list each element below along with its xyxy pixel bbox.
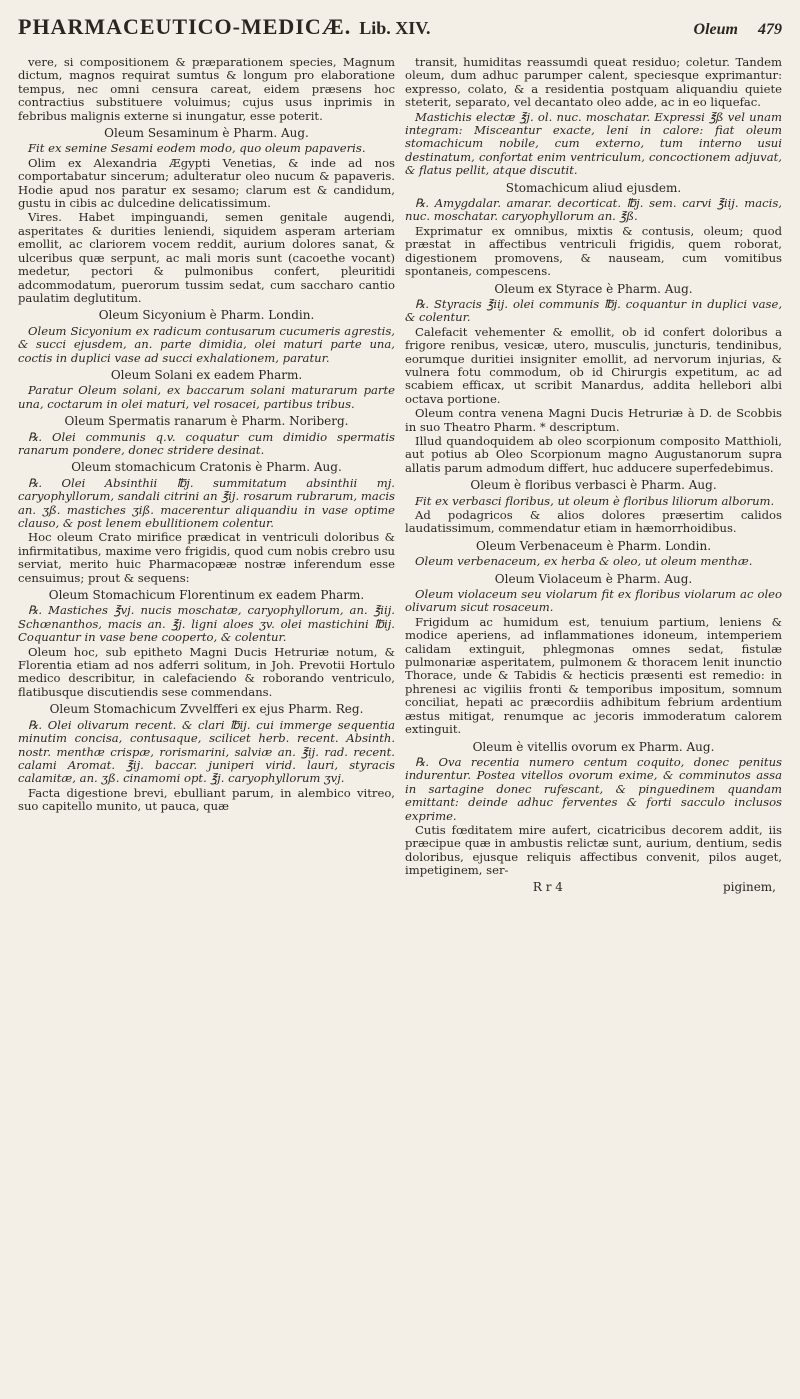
recipe-paragraph: Mastichis electæ ℥j. ol. nuc. moschatar. Expressi ℥ß vel unam integram: Misceantur exacte, leni in calore: fiat oleum stomachicum nobile, cum externo, tum interno usui destinatum, confortat enim ventriculum, concoctionem adjuvat, & flatus pellit, atque discutit.: [405, 109, 782, 178]
running-head: [18, 14, 782, 54]
section-heading: Oleum Spermatis ranarum è Pharm. Noriberg.: [64, 414, 349, 429]
text-paragraph: Oleum hoc, sub epitheto Magni Ducis Hetruriæ notum, & Florentia etiam ad nos adferri solitum, in Joh. Prevotii Hortulo medico describitur, in calefaciendo & roborando ventriculo, flatibusque discutiendis sese commendans.: [18, 644, 395, 699]
section-heading: Oleum stomachicum Cratonis è Pharm. Aug.: [71, 460, 342, 475]
running-head-right: [694, 21, 782, 39]
section-heading: Oleum Sesaminum è Pharm. Aug.: [104, 126, 309, 141]
left-column: [18, 56, 395, 879]
recipe-paragraph: Oleum verbenaceum, ex herba & oleo, ut oleum menthæ.: [415, 554, 753, 569]
recipe-paragraph: ℞. Olei olivarum recent. & clari ℔ij. cui immerge sequentia minutim concisa, contusaque, scilicet herb. recent. Absinth. nostr. menthæ crispæ, rorismarini, salviæ an. ℥ij. rad. recent. calami Aromat. ℥ij. baccar. juniperi virid. lauri, styracis calamitæ, an. ʒß. cinamomi opt. ℥j. caryophyllorum ʒvj.: [18, 717, 395, 786]
section-heading: Oleum è floribus verbasci è Pharm. Aug.: [470, 478, 717, 493]
section-heading: Stomachicum aliud ejusdem.: [505, 180, 682, 195]
section-heading: Oleum Stomachicum Florentinum ex eadem Pharm.: [48, 588, 365, 603]
running-head-left: [18, 14, 430, 40]
text-paragraph: Calefacit vehementer & emollit, ob id confert doloribus a frigore renibus, vesicæ, utero, musculis, juncturis, tendinibus, eorumque duritiei insigniter emollit, ad nervorum injurias, & vulnera fotu commodum, ob id Chirurgis expetitum, ac ad scabiem efficax, ut scribit Manardus, addita hellebori albi octava portione.: [405, 324, 782, 406]
text-paragraph: Olim ex Alexandria Ægypti Venetias, & inde ad nos comportabatur sincerum; adulteratur oleo nucum & papaveris. Hodie apud nos paratur ex sesamo; clarum est & candidum, gustu in cibis ac dulcedine delicatissimum.: [18, 155, 395, 211]
recipe-paragraph: Oleum violaceum seu violarum fit ex floribus violarum ac oleo olivarum sicut rosaceum.: [405, 587, 782, 615]
recipe-paragraph: Oleum Sicyonium ex radicum contusarum cucumeris agrestis, & succi ejusdem, an. parte dimidia, olei maturi parte una, coctis in duplici vase ad succi exhalationem, paratur.: [18, 323, 395, 365]
recipe-paragraph: ℞. Amygdalar. amarar. decorticat. ℔j. sem. carvi ℥iij. macis, nuc. moschatar. caryophyllorum an. ℥ß.: [405, 196, 782, 224]
section-heading: Oleum ex Styrace è Pharm. Aug.: [494, 281, 693, 296]
signature-mark: R r 4: [532, 879, 563, 894]
text-paragraph: Vires. Habet impinguandi, semen genitale augendi, asperitates & durities leniendi, siquidem asperam arteriam emollit, ac clariorem vocem reddit, aurium dolores sanat, & ulceribus quæ serpunt, ac mali moris sunt (cacoethe vocant) medetur, pectori & pulmonibus confert, pleuritidi adcommodatum, puerorum tussim sedat, cum saccharo cantio paulatim deglutitum.: [18, 210, 395, 305]
text-paragraph: vere, si compositionem & præparationem species, Magnum dictum, magnos requirat sumtus & longum pro elaboratione tempus, nec omni censura careat, eidem præsens hoc contractius substituere voluimus; cujus usus inprimis in febribus malignis externe si inungatur, esse poterit.: [18, 55, 395, 123]
text-paragraph: Hoc oleum Crato mirifice prædicat in ventriculi doloribus & infirmitatibus, maxime vero frigidis, quod cum nobis crebro usu serviat, merito huic Pharmacopææ nostræ inferendum esse censuimus; prout & sequens:: [18, 530, 395, 585]
text-paragraph: Cutis fœditatem mire aufert, cicatricibus decorem addit, iis præcipue quæ in ambustis relictæ sunt, aurium, dentium, sedis doloribus, ejusque reliquis affectibus convenit, pilos auget, impetiginem, ser-: [405, 822, 782, 878]
recipe-paragraph: Paratur Oleum solani, ex baccarum solani maturarum parte una, coctarum in olei maturi, vel rosacei, partibus tribus.: [18, 383, 395, 411]
running-head-book: Lib. XIV.: [359, 18, 431, 38]
recipe-paragraph: ℞. Ova recentia numero centum coquito, donec penitus indurentur. Postea vitellos ovorum exime, & comminutos assa in sartagine donec rufescant, & pinguedinem quandam emittant: deinde adhuc ferventes & forti sacculo inclusos exprime.: [405, 754, 782, 823]
running-head-title: PHARMACEUTICO-MEDICÆ.: [18, 14, 352, 39]
recipe-paragraph: ℞. Styracis ℥iij. olei communis ℔j. coquantur in duplici vase, & colentur.: [405, 296, 782, 325]
recipe-paragraph: Fit ex semine Sesami eodem modo, quo oleum papaveris.: [28, 141, 366, 156]
text-paragraph: Facta digestione brevi, ebulliant parum, in alembico vitreo, suo capitello munito, ut pauca, quæ: [18, 785, 395, 814]
text-paragraph: Oleum contra venena Magni Ducis Hetruriæ à D. de Scobbis in suo Theatro Pharm. * descriptum.: [405, 406, 782, 434]
recipe-paragraph: ℞. Olei communis q.v. coquatur cum dimidio spermatis ranarum pondere, donec stridere desinat.: [18, 429, 395, 457]
recipe-paragraph: Fit ex verbasci floribus, ut oleum è floribus liliorum alborum.: [415, 493, 775, 508]
page-number: 479: [758, 21, 782, 38]
text-columns: [18, 56, 782, 879]
text-paragraph: Frigidum ac humidum est, tenuium partium, leniens & modice aperiens, ad inflammationes idoneum, intemperiem calidam extinguit, phlegmonas omnes sedat, fistulæ pulmonariæ asperitatem, pulmonem & thoracem lenit inunctio Thorace, unde & Tabidis & hecticis præsenti est remedio: in phrenesi ac vigiliis fronti & temporibus impositum, somnum conciliat, hepati ac præcordiis adhibitum febrium ardentium æstus mitigat, renumque ac jecoris immoderatum calorem extinguit.: [405, 614, 782, 737]
text-paragraph: transit, humiditas reassumdi queat residuo; coletur. Tandem oleum, dum adhuc parumper calent, speciesque exprimantur: expresso, colato, & a residentia postquam aliquandiu quiete steterit, separato, vel decantato oleo adde, ac in eo liquefac.: [405, 55, 782, 110]
text-paragraph: Illud quandoquidem ab oleo scorpionum composito Matthioli, aut potius ab Oleo Scorpionum magno Augustanorum supra allatis parum admodum differt, huc adducere superfedebimus.: [405, 433, 782, 475]
section-heading: Oleum è vitellis ovorum ex Pharm. Aug.: [472, 739, 715, 754]
recipe-paragraph: ℞. Mastiches ℥vj. nucis moschatæ, caryophyllorum, an. ℥iij. Schœnanthos, macis an. ℥j. ligni aloes ʒv. olei mastichini ℔ij. Coquantur in vase bene cooperto, & colentur.: [18, 603, 395, 645]
page-footer: [18, 880, 782, 894]
running-head-section: Oleum: [693, 21, 738, 38]
section-heading: Oleum Solani ex eadem Pharm.: [110, 367, 303, 382]
text-paragraph: Exprimatur ex omnibus, mixtis & contusis, oleum; quod præstat in affectibus ventriculi frigidis, quem roborat, digestionem promovens, & nauseam, cum vomitibus spontaneis, compescens.: [405, 223, 782, 279]
section-heading: Oleum Stomachicum Zvvelfferi ex ejus Pharm. Reg.: [49, 702, 364, 717]
section-heading: Oleum Violaceum è Pharm. Aug.: [494, 571, 693, 586]
section-heading: Oleum Verbenaceum è Pharm. Londin.: [475, 538, 712, 553]
recipe-paragraph: ℞. Olei Absinthii ℔j. summitatum absinthii mj. caryophyllorum, sandali citrini an ℥ij. rosarum rubrarum, macis an. ʒß. mastiches ʒiß. macerentur aliquandiu in vase optime clauso, & post lenem ebullitionem colentur.: [18, 475, 395, 530]
section-heading: Oleum Sicyonium è Pharm. Londin.: [98, 308, 315, 323]
right-column: [405, 56, 782, 879]
text-paragraph: Ad podagricos & alios dolores præsertim calidos laudatissimum, commendatur etiam in hæmorrhoidibus.: [405, 508, 782, 536]
catchword: piginem,: [722, 879, 776, 894]
